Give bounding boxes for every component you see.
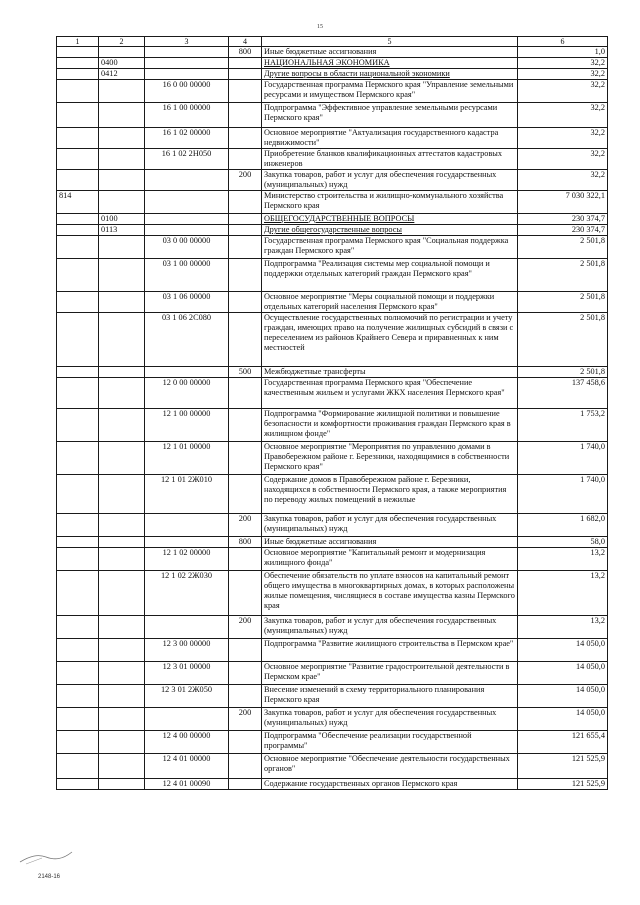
expense-type-cell [229,259,262,292]
name-cell: Обеспечение обязательств по уплате взносов на капитальный ремонт общего имущества в многоквартирных домах, в которых расположены жилые помещения, числящиеся в составе имущества казны Пермского края [262,571,518,616]
signature-mark [16,846,76,866]
target-code-cell: 03 1 00 00000 [145,259,229,292]
section-code-cell [99,548,145,571]
admin-code-cell [57,537,99,548]
table-row [57,259,608,292]
target-code-cell: 16 0 00 00000 [145,80,229,103]
section-code-cell [99,378,145,409]
amount-cell: 121 655,4 [518,731,608,754]
admin-code-cell [57,779,99,790]
admin-code-cell: 814 [57,191,99,214]
name-cell: Подпрограмма "Реализация системы мер социальной помощи и поддержки отдельных категорий граждан Пермского края" [262,259,518,292]
amount-cell: 121 525,9 [518,779,608,790]
target-code-cell: 03 1 06 2С080 [145,313,229,367]
table-row [57,367,608,378]
column-header: 6 [518,37,608,47]
admin-code-cell [57,313,99,367]
amount-cell: 13,2 [518,548,608,571]
expense-type-cell [229,128,262,149]
column-header: 1 [57,37,99,47]
section-code-cell [99,685,145,708]
section-code-cell [99,571,145,616]
section-code-cell: 0100 [99,214,145,225]
target-code-cell: 12 3 01 2Ж050 [145,685,229,708]
expense-type-cell [229,191,262,214]
budget-table-body [57,37,608,790]
column-header: 3 [145,37,229,47]
admin-code-cell [57,149,99,170]
name-cell: Подпрограмма "Эффективное управление земельными ресурсами Пермского края" [262,103,518,128]
table-row [57,685,608,708]
document-code: 2148-16 [38,874,61,880]
admin-code-cell [57,225,99,236]
expense-type-cell: 800 [229,537,262,548]
expense-type-cell: 200 [229,708,262,731]
name-cell: Внесение изменений в схему территориального планирования Пермского края [262,685,518,708]
table-row [57,58,608,69]
amount-cell: 137 458,6 [518,378,608,409]
name-cell: Основное мероприятие "Развитие градостроительной деятельности в Пермском крае" [262,662,518,685]
admin-code-cell [57,514,99,537]
table-row [57,779,608,790]
name-cell: Подпрограмма "Развитие жилищного строительства в Пермском крае" [262,639,518,662]
admin-code-cell [57,754,99,779]
target-code-cell [145,191,229,214]
target-code-cell [145,514,229,537]
amount-cell: 2 501,8 [518,292,608,313]
expense-type-cell: 500 [229,367,262,378]
section-code-cell [99,292,145,313]
name-cell: Закупка товаров, работ и услуг для обеспечения государственных (муниципальных) нужд [262,616,518,639]
admin-code-cell [57,378,99,409]
target-code-cell [145,708,229,731]
amount-cell: 2 501,8 [518,367,608,378]
name-cell: Закупка товаров, работ и услуг для обеспечения государственных (муниципальных) нужд [262,708,518,731]
amount-cell: 32,2 [518,128,608,149]
name-cell: Основное мероприятие "Меры социальной помощи и поддержки отдельных категорий населения Пермского края" [262,292,518,313]
name-cell: Основное мероприятие "Обеспечение деятельности государственных органов" [262,754,518,779]
target-code-cell: 12 0 00 00000 [145,378,229,409]
admin-code-cell [57,128,99,149]
table-row [57,225,608,236]
table-row [57,69,608,80]
target-code-cell [145,214,229,225]
expense-type-cell [229,236,262,259]
admin-code-cell [57,662,99,685]
expense-type-cell [229,731,262,754]
admin-code-cell [57,475,99,514]
name-cell: Министерство строительства и жилищно-коммунального хозяйства Пермского края [262,191,518,214]
target-code-cell: 12 1 02 2Ж030 [145,571,229,616]
table-row [57,731,608,754]
target-code-cell: 12 3 01 00000 [145,662,229,685]
section-code-cell [99,313,145,367]
admin-code-cell [57,259,99,292]
section-code-cell [99,170,145,191]
target-code-cell: 03 1 06 00000 [145,292,229,313]
target-code-cell [145,225,229,236]
amount-cell: 7 030 322,1 [518,191,608,214]
expense-type-cell [229,754,262,779]
name-cell: Государственная программа Пермского края "Социальная поддержка граждан Пермского края" [262,236,518,259]
table-row [57,214,608,225]
section-code-cell [99,409,145,442]
name-cell: Содержание государственных органов Пермского края [262,779,518,790]
section-code-cell [99,537,145,548]
amount-cell: 32,2 [518,80,608,103]
section-code-cell [99,442,145,475]
section-code-cell [99,779,145,790]
expense-type-cell [229,442,262,475]
name-cell: Содержание домов в Правобережном районе г. Березники, находящихся в собственности Пермского края, а также мероприятия по переводу жилых помещений в нежилые [262,475,518,514]
target-code-cell: 16 1 00 00000 [145,103,229,128]
expense-type-cell [229,662,262,685]
section-code-cell [99,754,145,779]
section-code-cell [99,639,145,662]
name-cell: Иные бюджетные ассигнования [262,47,518,58]
section-code-cell [99,149,145,170]
amount-cell: 14 050,0 [518,685,608,708]
section-code-cell: 0113 [99,225,145,236]
target-code-cell [145,616,229,639]
table-row [57,128,608,149]
admin-code-cell [57,639,99,662]
amount-cell: 2 501,8 [518,236,608,259]
target-code-cell [145,537,229,548]
expense-type-cell: 800 [229,47,262,58]
table-row [57,313,608,367]
expense-type-cell [229,313,262,367]
table-row [57,537,608,548]
name-cell: Подпрограмма "Формирование жилищной политики и повышение безопасности и комфортности проживания граждан Пермского края в жилищном фонде" [262,409,518,442]
table-row [57,548,608,571]
target-code-cell [145,58,229,69]
section-code-cell [99,191,145,214]
target-code-cell [145,170,229,191]
section-code-cell [99,259,145,292]
admin-code-cell [57,731,99,754]
amount-cell: 32,2 [518,170,608,191]
budget-table [56,36,608,790]
table-row [57,409,608,442]
amount-cell: 1,0 [518,47,608,58]
amount-cell: 13,2 [518,571,608,616]
section-code-cell [99,103,145,128]
table-row [57,103,608,128]
target-code-cell: 12 1 01 2Ж010 [145,475,229,514]
expense-type-cell: 200 [229,616,262,639]
table-row [57,754,608,779]
admin-code-cell [57,685,99,708]
expense-type-cell [229,475,262,514]
table-row [57,514,608,537]
target-code-cell: 12 4 01 00090 [145,779,229,790]
name-cell: Другие общегосударственные вопросы [262,225,518,236]
target-code-cell [145,47,229,58]
admin-code-cell [57,170,99,191]
admin-code-cell [57,214,99,225]
expense-type-cell [229,69,262,80]
expense-type-cell [229,548,262,571]
amount-cell: 1 682,0 [518,514,608,537]
section-code-cell [99,80,145,103]
expense-type-cell [229,685,262,708]
name-cell: Основное мероприятие "Актуализация государственного кадастра недвижимости" [262,128,518,149]
amount-cell: 58,0 [518,537,608,548]
page-number: 15 [317,24,323,30]
amount-cell: 2 501,8 [518,313,608,367]
expense-type-cell [229,225,262,236]
table-row [57,616,608,639]
name-cell: Основное мероприятие "Мероприятия по управлению домами в Правобережном районе г. Березники, находящимися в собственности Пермского края" [262,442,518,475]
column-header: 4 [229,37,262,47]
amount-cell: 32,2 [518,69,608,80]
table-row [57,191,608,214]
section-code-cell [99,367,145,378]
expense-type-cell [229,779,262,790]
name-cell: Другие вопросы в области национальной экономики [262,69,518,80]
expense-type-cell [229,80,262,103]
name-cell: Подпрограмма "Обеспечение реализации государственной программы" [262,731,518,754]
name-cell: НАЦИОНАЛЬНАЯ ЭКОНОМИКА [262,58,518,69]
admin-code-cell [57,292,99,313]
header-row [57,37,608,47]
table-row [57,47,608,58]
name-cell: ОБЩЕГОСУДАРСТВЕННЫЕ ВОПРОСЫ [262,214,518,225]
name-cell: Приобретение бланков квалификационных аттестатов кадастровых инженеров [262,149,518,170]
section-code-cell: 0412 [99,69,145,80]
name-cell: Закупка товаров, работ и услуг для обеспечения государственных (муниципальных) нужд [262,514,518,537]
table-row [57,378,608,409]
table-row [57,292,608,313]
expense-type-cell [229,571,262,616]
expense-type-cell [229,214,262,225]
section-code-cell [99,475,145,514]
table-row [57,442,608,475]
admin-code-cell [57,708,99,731]
section-code-cell [99,708,145,731]
expense-type-cell [229,58,262,69]
amount-cell: 14 050,0 [518,662,608,685]
section-code-cell [99,47,145,58]
admin-code-cell [57,367,99,378]
section-code-cell [99,128,145,149]
admin-code-cell [57,58,99,69]
expense-type-cell [229,149,262,170]
name-cell: Государственная программа Пермского края "Обеспечение качественным жильем и услугами ЖКХ населения Пермского края" [262,378,518,409]
table-row [57,236,608,259]
amount-cell: 32,2 [518,58,608,69]
section-code-cell [99,731,145,754]
target-code-cell: 16 1 02 00000 [145,128,229,149]
table-row [57,662,608,685]
admin-code-cell [57,442,99,475]
name-cell: Иные бюджетные ассигнования [262,537,518,548]
admin-code-cell [57,103,99,128]
admin-code-cell [57,409,99,442]
amount-cell: 1 753,2 [518,409,608,442]
expense-type-cell: 200 [229,170,262,191]
table-row [57,149,608,170]
name-cell: Государственная программа Пермского края "Управление земельными ресурсами и имуществом Пермского края" [262,80,518,103]
expense-type-cell [229,103,262,128]
table-row [57,571,608,616]
target-code-cell [145,367,229,378]
name-cell: Межбюджетные трансферты [262,367,518,378]
section-code-cell [99,662,145,685]
admin-code-cell [57,571,99,616]
section-code-cell: 0400 [99,58,145,69]
amount-cell: 1 740,0 [518,442,608,475]
amount-cell: 1 740,0 [518,475,608,514]
table-row [57,170,608,191]
table-row [57,475,608,514]
expense-type-cell: 200 [229,514,262,537]
target-code-cell: 12 1 02 00000 [145,548,229,571]
expense-type-cell [229,378,262,409]
amount-cell: 32,2 [518,149,608,170]
target-code-cell: 03 0 00 00000 [145,236,229,259]
target-code-cell: 12 4 01 00000 [145,754,229,779]
amount-cell: 13,2 [518,616,608,639]
admin-code-cell [57,548,99,571]
name-cell: Закупка товаров, работ и услуг для обеспечения государственных (муниципальных) нужд [262,170,518,191]
column-header: 5 [262,37,518,47]
amount-cell: 230 374,7 [518,225,608,236]
target-code-cell: 12 3 00 00000 [145,639,229,662]
admin-code-cell [57,47,99,58]
target-code-cell: 12 1 00 00000 [145,409,229,442]
target-code-cell: 12 1 01 00000 [145,442,229,475]
admin-code-cell [57,80,99,103]
admin-code-cell [57,616,99,639]
admin-code-cell [57,69,99,80]
column-header: 2 [99,37,145,47]
amount-cell: 121 525,9 [518,754,608,779]
section-code-cell [99,616,145,639]
target-code-cell [145,69,229,80]
table-row [57,708,608,731]
amount-cell: 32,2 [518,103,608,128]
table-row [57,80,608,103]
expense-type-cell [229,292,262,313]
table-row [57,639,608,662]
name-cell: Основное мероприятие "Капитальный ремонт и модернизация жилищного фонда" [262,548,518,571]
section-code-cell [99,236,145,259]
target-code-cell: 16 1 02 2Н050 [145,149,229,170]
amount-cell: 14 050,0 [518,708,608,731]
target-code-cell: 12 4 00 00000 [145,731,229,754]
name-cell: Осуществление государственных полномочий по регистрации и учету граждан, имеющих право на получение жилищных субсидий в связи с переселением из районов Крайнего Севера и приравненных к ним местностей [262,313,518,367]
section-code-cell [99,514,145,537]
expense-type-cell [229,639,262,662]
amount-cell: 230 374,7 [518,214,608,225]
expense-type-cell [229,409,262,442]
amount-cell: 14 050,0 [518,639,608,662]
admin-code-cell [57,236,99,259]
amount-cell: 2 501,8 [518,259,608,292]
